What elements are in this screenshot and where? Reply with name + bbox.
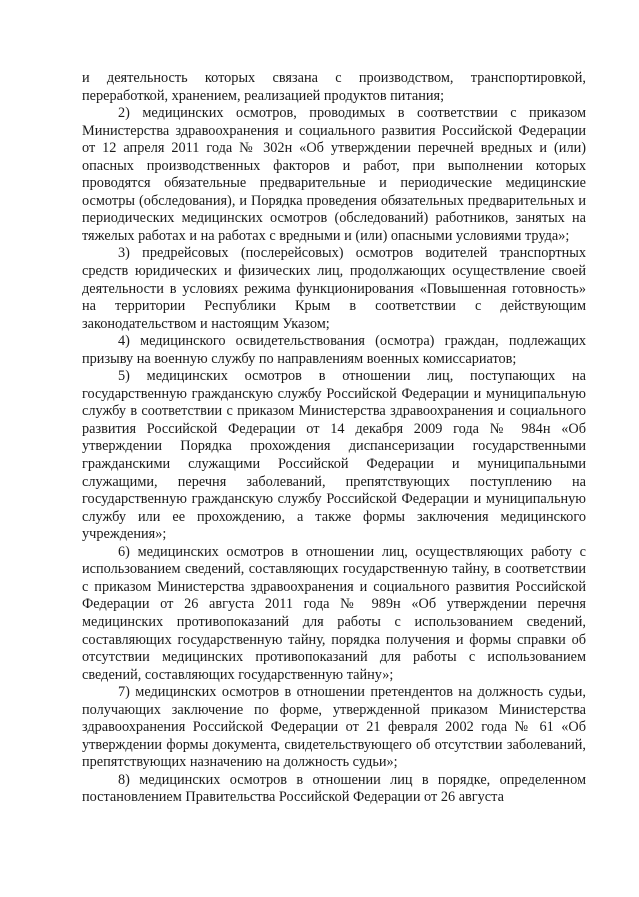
paragraph-item-3: 3) предрейсовых (послерейсовых) осмотров водителей транспортных средств юридических и физических лиц, продолжающих осуществление своей деятельности в условиях режима функционирования «Повышенная готовность» на территории Республики Крым в соответствии с действующим законодательством и настоящим Указом; bbox=[82, 245, 586, 332]
paragraph-continuation: и деятельность которых связана с производством, транспортировкой, переработкой, хранением, реализацией продуктов питания; bbox=[82, 70, 586, 104]
paragraph-item-7: 7) медицинских осмотров в отношении претендентов на должность судьи, получающих заключение по форме, утвержденной приказом Министерства здравоохранения Российской Федерации от 21 февраля 2002 года № 61 «Об утверждении формы документа, свидетельствующего об отсутствии заболеваний, препятствующих назначению на должность судьи»; bbox=[82, 684, 586, 771]
paragraph-item-5: 5) медицинских осмотров в отношении лиц, поступающих на государственную гражданскую службу Российской Федерации и муниципальную службу в соответствии с приказом Министерства здравоохранения и социального развития Российской Федерации от 14 декабря 2009 года № 984н «Об утверждении Порядка прохождения диспансеризации государственными гражданскими служащими Российской Федерации и муниципальными служащими, перечня заболеваний, препятствующих поступлению на государственную гражданскую службу Российской Федерации и муниципальную службу или ее прохождению, а также формы заключения медицинского учреждения»; bbox=[82, 368, 586, 543]
paragraph-item-8: 8) медицинских осмотров в отношении лиц в порядке, определенном постановлением Правительства Российской Федерации от 26 августа bbox=[82, 771, 586, 806]
paragraph-item-4: 4) медицинского освидетельствования (осмотра) граждан, подлежащих призыву на военную службу по направлениям военных комиссариатов; bbox=[82, 333, 586, 367]
paragraph-item-6: 6) медицинских осмотров в отношении лиц, осуществляющих работу с использованием сведений, составляющих государственную тайну, в соответствии с приказом Министерства здравоохранения и социального развития Российской Федерации от 26 августа 2011 года № 989н «Об утверждении перечня медицинских противопоказаний для работы с использованием сведений, составляющих государственную тайну, порядка получения и формы справки об отсутствии медицинских противопоказаний для работы с использованием сведений, составляющих государственную тайну»; bbox=[82, 543, 586, 683]
paragraph-item-2: 2) медицинских осмотров, проводимых в соответствии с приказом Министерства здравоохранения и социального развития Российской Федерации от 12 апреля 2011 года № 302н «Об утверждении перечней вредных и (или) опасных производственных факторов и работ, при выполнении которых проводятся обязательные предварительные и периодические медицинские осмотры (обследования), и Порядка проведения обязательных предварительных и периодических медицинских осмотров (обследований) работников, занятых на тяжелых работах и на работах с вредными и (или) опасными условиями труда»; bbox=[82, 105, 586, 244]
document-page bbox=[82, 70, 586, 807]
